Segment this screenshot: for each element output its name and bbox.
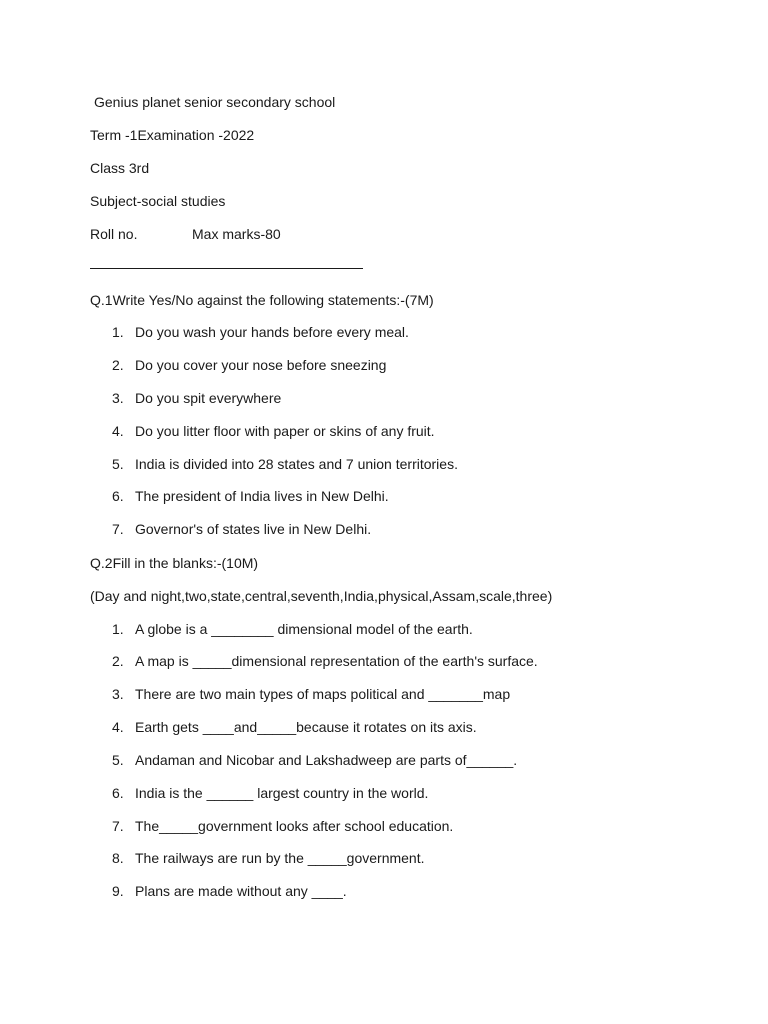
item-number: 3. xyxy=(112,686,124,702)
item-number: 3. xyxy=(112,390,124,406)
item-text: A map is _____dimensional representation of the earth's surface. xyxy=(135,653,538,669)
item-number: 5. xyxy=(112,456,124,472)
subject-label: Subject-social studies xyxy=(90,193,226,209)
item-number: 8. xyxy=(112,850,124,866)
item-number: 2. xyxy=(112,357,124,373)
item-number: 5. xyxy=(112,752,124,768)
item-text: Do you litter floor with paper or skins of any fruit. xyxy=(135,423,435,439)
exam-term: Term -1Examination -2022 xyxy=(90,127,255,143)
item-text: India is divided into 28 states and 7 union territories. xyxy=(135,456,458,472)
item-text: The railways are run by the _____government. xyxy=(135,850,425,866)
question-1-heading: Q.1Write Yes/No against the following statements:-(7M) xyxy=(90,292,434,308)
item-number: 4. xyxy=(112,719,124,735)
item-number: 6. xyxy=(112,785,124,801)
item-number: 4. xyxy=(112,423,124,439)
item-text: Governor's of states live in New Delhi. xyxy=(135,521,372,537)
item-number: 7. xyxy=(112,521,124,537)
item-text: Do you cover your nose before sneezing xyxy=(135,357,387,373)
question-2-heading: Q.2Fill in the blanks:-(10M) xyxy=(90,555,259,571)
item-text: Do you spit everywhere xyxy=(135,390,282,406)
max-marks-label: Max marks-80 xyxy=(192,226,281,242)
item-text: India is the ______ largest country in the world. xyxy=(135,785,429,801)
item-text: Earth gets ____and_____because it rotates on its axis. xyxy=(135,719,477,735)
item-text: The president of India lives in New Delhi. xyxy=(135,488,389,504)
header-divider xyxy=(90,268,363,269)
item-number: 1. xyxy=(112,324,124,340)
item-text: Do you wash your hands before every meal. xyxy=(135,324,409,340)
item-text: There are two main types of maps political and _______map xyxy=(135,686,511,702)
class-label: Class 3rd xyxy=(90,160,150,176)
word-bank: (Day and night,two,state,central,seventh,India,physical,Assam,scale,three) xyxy=(90,588,553,604)
item-number: 1. xyxy=(112,621,124,637)
item-number: 6. xyxy=(112,488,124,504)
item-text: Andaman and Nicobar and Lakshadweep are parts of______. xyxy=(135,752,518,768)
school-name: Genius planet senior secondary school xyxy=(94,94,336,110)
item-number: 9. xyxy=(112,883,124,899)
item-number: 7. xyxy=(112,818,124,834)
item-text: The_____government looks after school education. xyxy=(135,818,454,834)
item-text: Plans are made without any ____. xyxy=(135,883,347,899)
roll-row xyxy=(90,225,281,243)
item-text: A globe is a ________ dimensional model of the earth. xyxy=(135,621,473,637)
item-number: 2. xyxy=(112,653,124,669)
roll-number-label: Roll no. xyxy=(90,226,138,242)
